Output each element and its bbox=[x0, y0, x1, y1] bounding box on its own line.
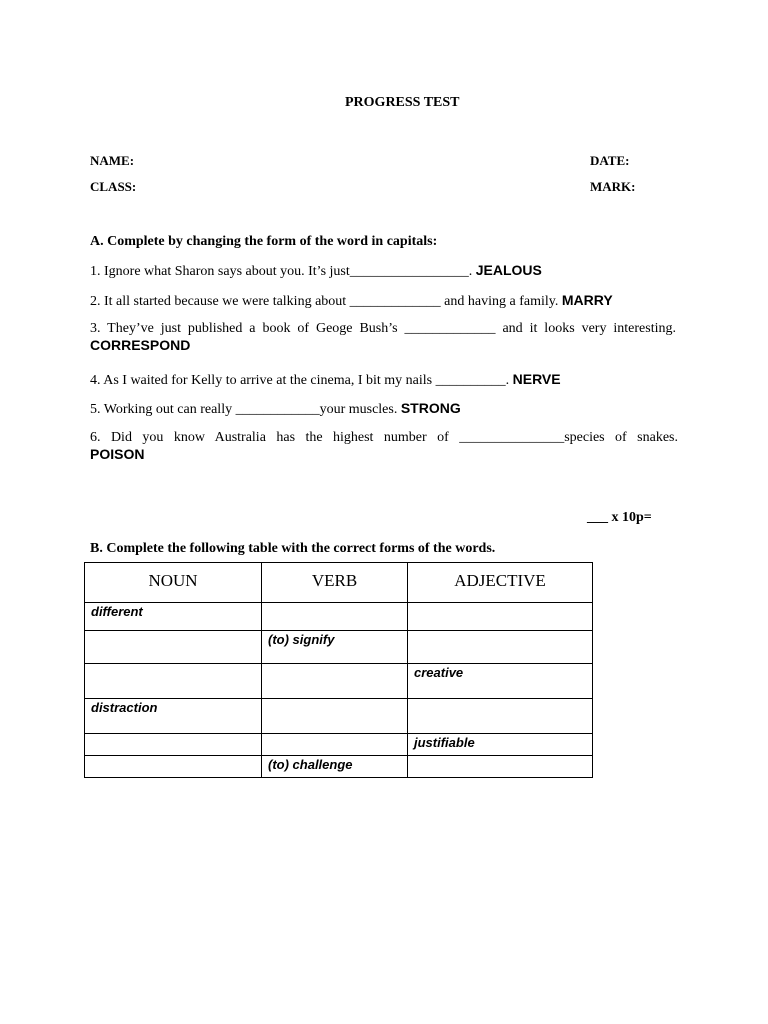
table-header-row bbox=[85, 563, 593, 603]
table-cell bbox=[408, 699, 593, 734]
table-row bbox=[85, 664, 593, 699]
table-cell bbox=[85, 664, 262, 699]
question-6-word: POISON bbox=[90, 446, 145, 462]
word-forms-table bbox=[84, 562, 593, 778]
table-row bbox=[85, 734, 593, 756]
section-a-heading: A. Complete by changing the form of the word in capitals: bbox=[90, 234, 438, 249]
name-label: NAME: bbox=[90, 153, 135, 168]
column-header-noun: NOUN bbox=[85, 563, 262, 603]
mark-label: MARK: bbox=[590, 179, 636, 194]
question-6 bbox=[90, 430, 678, 462]
table-row bbox=[85, 756, 593, 778]
section-b-heading: B. Complete the following table with the correct forms of the words. bbox=[90, 541, 496, 556]
table-cell bbox=[408, 631, 593, 664]
column-header-verb: VERB bbox=[262, 563, 408, 603]
table-cell bbox=[262, 664, 408, 699]
question-2 bbox=[90, 292, 613, 310]
table-cell: (to) signify bbox=[262, 631, 408, 664]
table-cell bbox=[408, 756, 593, 778]
question-2-text: 2. It all started because we were talking about _____________ and having a family. bbox=[90, 294, 562, 309]
table-cell: (to) challenge bbox=[262, 756, 408, 778]
question-6-text: 6. Did you know Australia has the highest number of _______________species of snakes. bbox=[90, 430, 678, 445]
table-cell bbox=[85, 734, 262, 756]
table-cell: justifiable bbox=[408, 734, 593, 756]
question-3 bbox=[90, 321, 676, 353]
table-cell bbox=[85, 756, 262, 778]
table-cell: different bbox=[85, 603, 262, 631]
question-2-word: MARRY bbox=[561, 292, 613, 308]
score-line: ___ x 10p= bbox=[587, 510, 652, 525]
question-1 bbox=[90, 262, 542, 280]
page-title: PROGRESS TEST bbox=[345, 95, 460, 110]
column-header-adjective: ADJECTIVE bbox=[408, 563, 593, 603]
table-row bbox=[85, 631, 593, 664]
table-cell bbox=[262, 603, 408, 631]
table-row bbox=[85, 699, 593, 734]
question-3-word: CORRESPOND bbox=[90, 337, 191, 353]
question-5-text: 5. Working out can really ____________your muscles. bbox=[90, 402, 401, 417]
question-4-text: 4. As I waited for Kelly to arrive at the cinema, I bit my nails __________. bbox=[90, 373, 513, 388]
class-label: CLASS: bbox=[90, 179, 137, 194]
question-1-text: 1. Ignore what Sharon says about you. It’s just_________________. bbox=[90, 264, 476, 279]
table-cell bbox=[262, 699, 408, 734]
question-4-word: NERVE bbox=[512, 371, 561, 387]
table-cell bbox=[262, 734, 408, 756]
table-row bbox=[85, 603, 593, 631]
question-4 bbox=[90, 371, 561, 389]
question-3-text: 3. They’ve just published a book of Geoge Bush’s _____________ and it looks very interesting. bbox=[90, 321, 676, 336]
table-cell bbox=[85, 631, 262, 664]
table-cell: creative bbox=[408, 664, 593, 699]
date-label: DATE: bbox=[590, 153, 630, 168]
question-5 bbox=[90, 400, 461, 418]
table-cell: distraction bbox=[85, 699, 262, 734]
question-5-word: STRONG bbox=[400, 400, 461, 416]
table-cell bbox=[408, 603, 593, 631]
question-1-word: JEALOUS bbox=[475, 262, 542, 278]
